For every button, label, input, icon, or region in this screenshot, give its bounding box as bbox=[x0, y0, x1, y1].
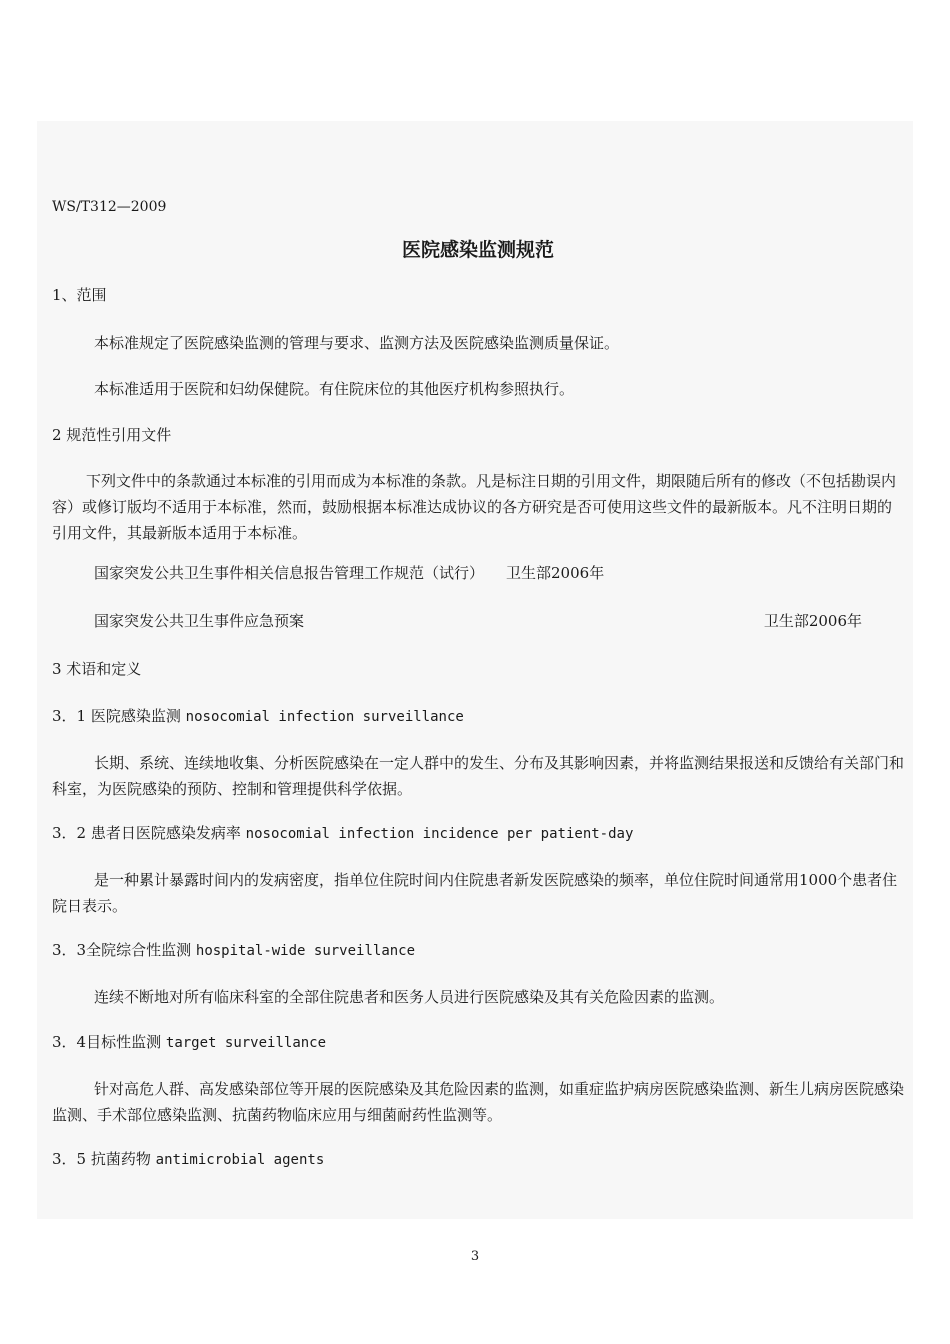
standard-code: WS/T312—2009 bbox=[52, 199, 167, 215]
term-3-1-heading bbox=[52, 705, 904, 728]
document-content bbox=[52, 197, 904, 1171]
term-3-1-definition: 长期、系统、连续地收集、分析医院感染在一定人群中的发生、分布及其影响因素，并将监测结果报送和反馈给有关部门和科室，为医院感染的预防、控制和管理提供科学依据。 bbox=[52, 754, 905, 798]
section-1-paragraph-1: 本标准规定了医院感染监测的管理与要求、监测方法及医院感染监测质量保证。 bbox=[94, 334, 620, 352]
page-number: 3 bbox=[470, 1249, 480, 1264]
section-2-heading: 2 规范性引用文件 bbox=[52, 426, 172, 444]
term-3-5-number: 3．5 bbox=[52, 1150, 87, 1168]
term-3-1-chinese: 医院感染监测 bbox=[90, 707, 181, 725]
section-2-paragraph: 下列文件中的条款通过本标准的引用而成为本标准的条款。凡是标注日期的引用文件，期限随后所有的修改（不包括勘误内容）或修订版均不适用于本标准，然而，鼓励根据本标准达成协议的各方研究是否可使用这些文件的最新版本。凡不注明日期的引用文件，其最新版本适用于本标准。 bbox=[52, 472, 897, 542]
term-3-1-number: 3．1 bbox=[52, 707, 87, 725]
term-3-3-definition: 连续不断地对所有临床科室的全部住院患者和医务人员进行医院感染及其有关危险因素的监测。 bbox=[94, 988, 725, 1006]
term-3-2-english: nosocomial infection incidence per patient-day bbox=[245, 826, 634, 842]
document-title: 医院感染监测规范 bbox=[401, 239, 554, 261]
term-3-3-heading bbox=[52, 939, 904, 962]
term-3-4-definition: 针对高危人群、高发感染部位等开展的医院感染及其危险因素的监测，如重症监护病房医院感染监测、新生儿病房医院感染监测、手术部位感染监测、抗菌药物临床应用与细菌耐药性监测等。 bbox=[52, 1080, 905, 1124]
term-3-4-chinese: 目标性监测 bbox=[86, 1033, 162, 1051]
term-3-3-number: 3．3 bbox=[52, 941, 87, 959]
section-1-paragraph-2: 本标准适用于医院和妇幼保健院。有住院床位的其他医疗机构参照执行。 bbox=[94, 380, 575, 398]
reference-1 bbox=[52, 562, 904, 584]
term-3-5-english: antimicrobial agents bbox=[155, 1152, 325, 1168]
term-3-5-heading bbox=[52, 1148, 904, 1171]
term-3-2-chinese: 患者日医院感染发病率 bbox=[90, 824, 241, 842]
term-3-4-english: target surveillance bbox=[165, 1035, 327, 1051]
term-3-3-chinese: 全院综合性监测 bbox=[86, 941, 192, 959]
term-3-5-chinese: 抗菌药物 bbox=[90, 1150, 151, 1168]
section-3-heading: 3 术语和定义 bbox=[52, 660, 142, 678]
term-3-2-number: 3．2 bbox=[52, 824, 87, 842]
term-3-1-english: nosocomial infection surveillance bbox=[185, 709, 464, 725]
term-3-3-english: hospital-wide surveillance bbox=[195, 943, 416, 959]
section-1-heading: 1、范围 bbox=[52, 286, 107, 304]
document-page bbox=[37, 121, 913, 1219]
reference-1-issuer: 卫生部2006年 bbox=[506, 564, 605, 582]
term-3-2-definition: 是一种累计暴露时间内的发病密度，指单位住院时间内住院患者新发医院感染的频率，单位住院时间通常用1000个患者住院日表示。 bbox=[52, 871, 898, 915]
reference-2-title: 国家突发公共卫生事件应急预案 bbox=[94, 612, 305, 630]
reference-2-issuer: 卫生部2006年 bbox=[763, 612, 862, 630]
reference-1-title: 国家突发公共卫生事件相关信息报告管理工作规范（试行） bbox=[94, 564, 485, 582]
term-3-2-heading bbox=[52, 822, 904, 845]
reference-2 bbox=[52, 610, 904, 632]
term-3-4-number: 3．4 bbox=[52, 1033, 87, 1051]
term-3-4-heading bbox=[52, 1031, 904, 1054]
